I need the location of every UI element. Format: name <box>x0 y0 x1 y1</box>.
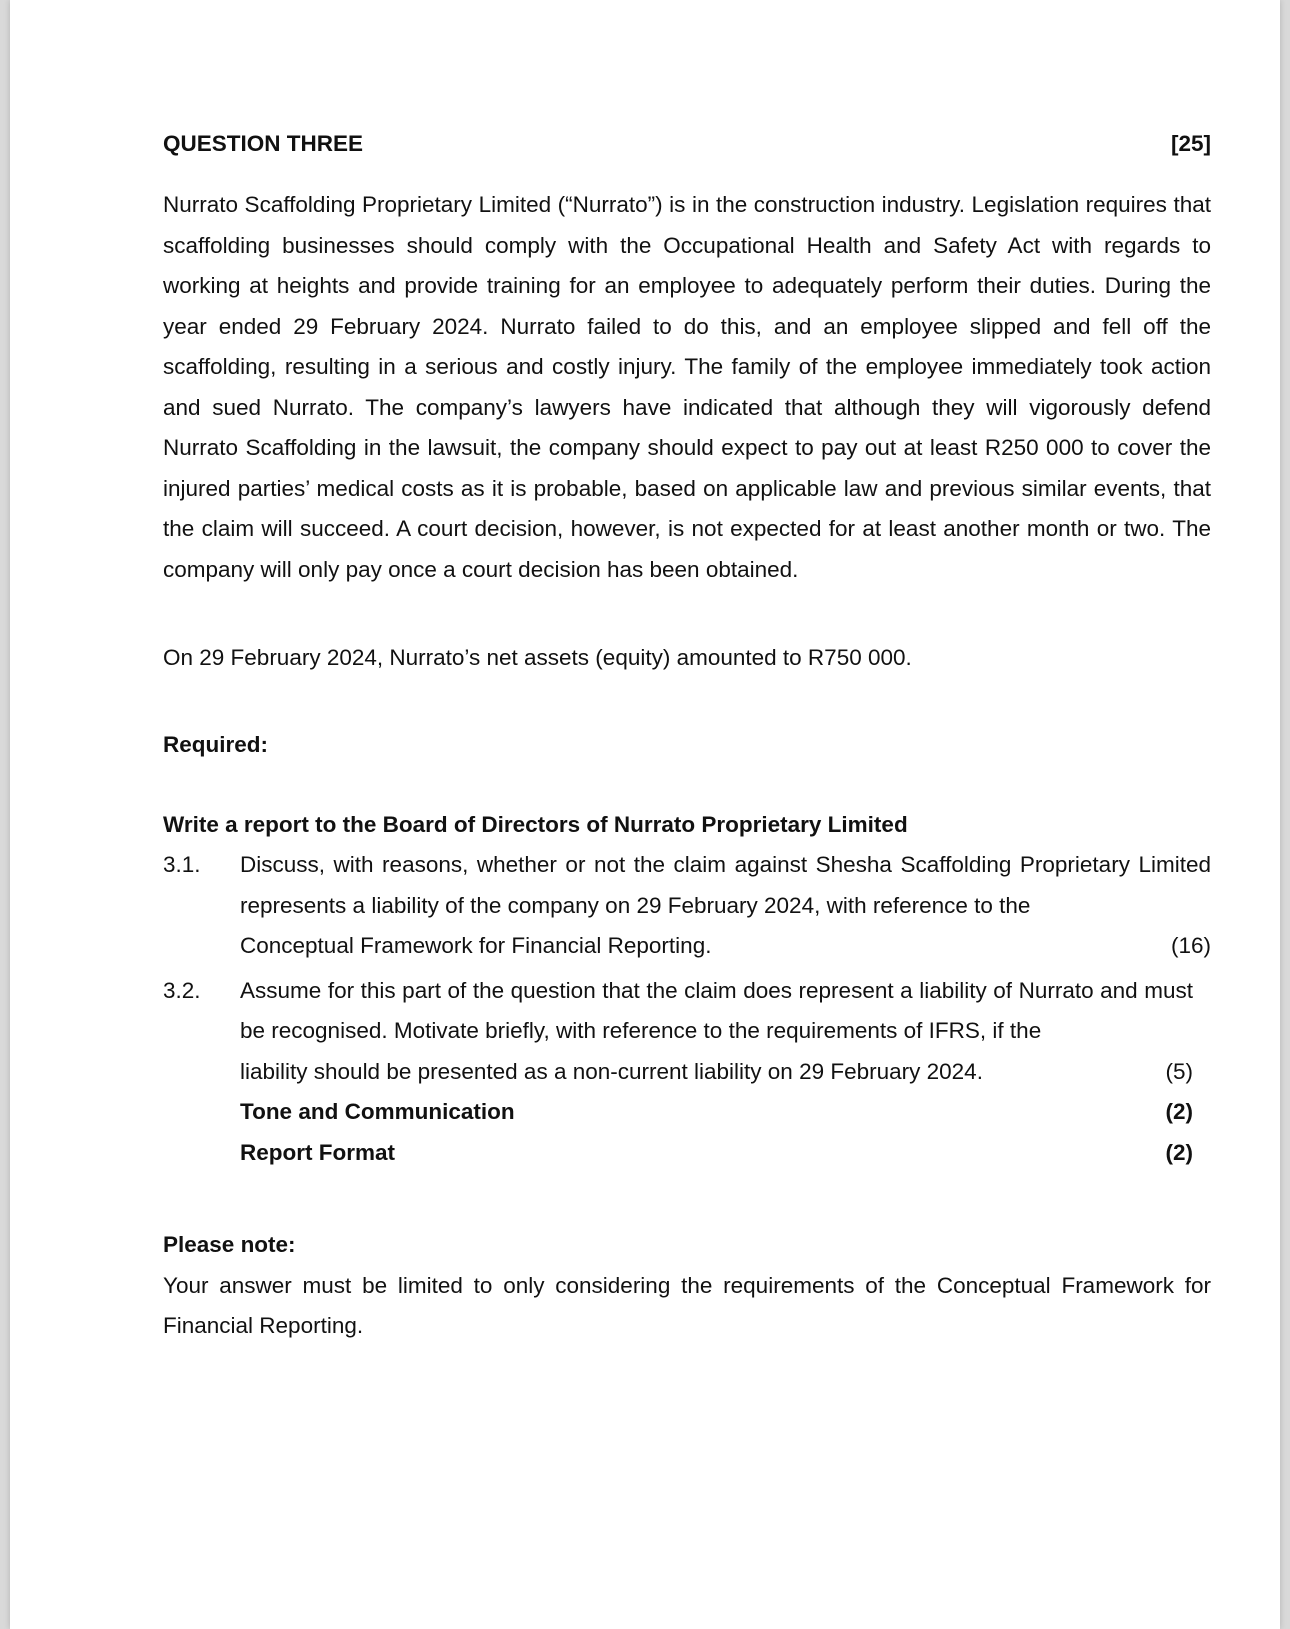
item-number: 3.1. <box>163 852 201 877</box>
document-page <box>10 0 1280 1629</box>
report-heading: Write a report to the Board of Directors of Nurrato Proprietary Limited <box>163 812 908 837</box>
page-content <box>163 126 1211 1347</box>
question-title: QUESTION THREE <box>163 131 364 156</box>
equity-paragraph: On 29 February 2024, Nurrato’s net assets (equity) amounted to R750 000. <box>163 645 912 670</box>
question-header <box>163 126 1211 162</box>
report-format-marks: (2) <box>1165 1139 1193 1165</box>
note-heading: Please note: <box>163 1232 296 1257</box>
item-text-end: Conceptual Framework for Financial Reporting. <box>240 933 712 958</box>
item-body <box>240 971 1193 1093</box>
tone-communication-row <box>163 1092 1211 1133</box>
item-last-line <box>240 1052 1193 1093</box>
item-marks: (5) <box>1165 1058 1193 1084</box>
item-text: Discuss, with reasons, whether or not the claim against Shesha Scaffolding Proprietary Limited represents a liability of the company on 29 February 2024, with reference to the <box>240 852 1211 918</box>
item-text-end: liability should be presented as a non-current liability on 29 February 2024. <box>240 1058 983 1084</box>
report-format-row <box>163 1133 1211 1174</box>
tone-communication-label: Tone and Communication <box>240 1099 515 1124</box>
item-text: Assume for this part of the question that the claim does represent a liability of Nurrato and must be recognised. Motivate briefly, with reference to the requirements of IFRS, if the <box>240 977 1193 1043</box>
item-number: 3.2. <box>163 977 201 1003</box>
scenario-paragraph: Nurrato Scaffolding Proprietary Limited (“Nurrato”) is in the construction industry. Legislation requires that scaffolding businesses should comply with the Occupational Health and Safety Act with regards to working at heights and provide training for an employee to adequately perform their duties. During the year ended 29 February 2024. Nurrato failed to do this, and an employee slipped and fell off the scaffolding, resulting in a serious and costly injury. The family of the employee immediately took action and sued Nurrato. The company’s lawyers have indicated that although they will vigorously defend Nurrato Scaffolding in the lawsuit, the company should expect to pay out at least R250 000 to cover the injured parties’ medical costs as it is probable, based on applicable law and previous similar events, that the claim will succeed. A court decision, however, is not expected for at least another month or two. The company will only pay once a court decision has been obtained. <box>163 192 1211 582</box>
report-format-label: Report Format <box>240 1139 396 1165</box>
item-last-line <box>240 926 1211 967</box>
required-heading: Required: <box>163 731 269 757</box>
item-marks: (16) <box>1170 933 1211 958</box>
question-item-3-2 <box>163 971 1211 1093</box>
note-text: Your answer must be limited to only considering the requirements of the Conceptual Framework for Financial Reporting. <box>163 1272 1211 1338</box>
question-item-3-1 <box>163 845 1211 967</box>
question-total-marks: [25] <box>1170 131 1211 156</box>
item-body <box>240 845 1211 967</box>
tone-communication-marks: (2) <box>1165 1099 1193 1124</box>
